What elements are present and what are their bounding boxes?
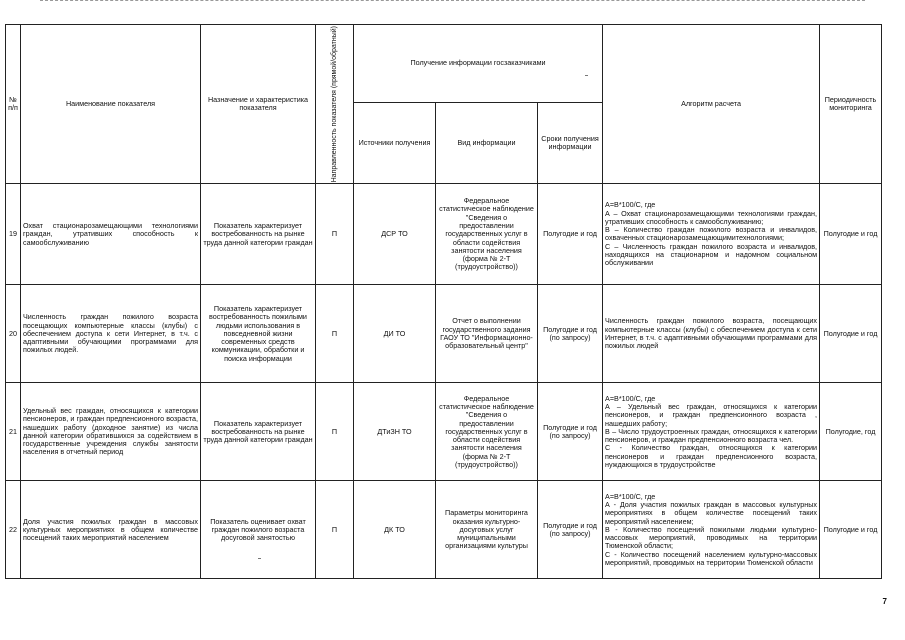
row-direction: П <box>316 184 354 285</box>
row-algorithm: А=В*100/С, где А – Удельный вес граждан, относящихся к категории пенсионеров, и граждан предпенсионного возраста , нашедших работу; В – Число трудоустроенных граждан, относящихся к категории пенсионеров, и граждан предпенсионного возраста чел. С - Количество граждан, относящихся к категории пенсионеров и граждан предпенсионного возраста, нуждающихся в трудоустройстве <box>603 383 820 481</box>
header-terms: Сроки получения информации <box>538 102 603 184</box>
row-source: ДСР ТО <box>354 184 436 285</box>
row-terms: Полугодие и год (по запросу) <box>538 285 603 383</box>
row-direction: П <box>316 481 354 579</box>
table-row <box>6 184 882 285</box>
row-source: ДИ ТО <box>354 285 436 383</box>
row-purpose: Показатель характеризует востребованность пожилыми людьми использования в повседневной жизни современных средств коммуникации, обработки и поиска информации <box>201 285 316 383</box>
row-direction: П <box>316 285 354 383</box>
page-number: 7 <box>882 597 887 606</box>
header-row-top <box>6 25 882 103</box>
table-row <box>6 383 882 481</box>
top-edge-rule <box>40 0 865 5</box>
row-algorithm: А=В*100/С, где А – Охват стационарозамещающими технологиями граждан, утративших способность к самообслуживанию; В – Количество граждан пожилого возраста и инвалидов, охваченных стационарозамещающимитехнологиями; С – Численность граждан пожилого возраста и инвалидов, находящихся на стационарном и надомном социальном обслуживании <box>603 184 820 285</box>
monitoring-indicators-table <box>5 24 882 579</box>
header-period: Периодичность мониторинга <box>820 25 882 184</box>
row-period: Полугодие и год <box>820 184 882 285</box>
header-name: Наименование показателя <box>21 25 201 184</box>
header-sources: Источники получения <box>354 102 436 184</box>
row-num: 22 <box>6 481 21 579</box>
row-source: ДК ТО <box>354 481 436 579</box>
header-direction <box>316 25 354 184</box>
header-direction-text: Направленность показателя (прямой/обратный) <box>330 26 338 183</box>
row-purpose: Показатель характеризует востребованность на рынке труда данной категории граждан <box>201 383 316 481</box>
row-purpose: Показатель оценивает охват граждан пожилого возраста досуговой занятостью <box>201 481 316 579</box>
table-row <box>6 285 882 383</box>
row-num: 19 <box>6 184 21 285</box>
row-num: 20 <box>6 285 21 383</box>
row-name: Численность граждан пожилого возраста посещающих компьютерные классы (клубы) с обеспечением доступа к сети Интернет, в т.ч. с адаптивными обучающими программами для пожилых людей. <box>21 285 201 383</box>
row-info-type: Параметры мониторинга оказания культурно-досуговых услуг муниципальными организациями культуры <box>436 481 538 579</box>
row-direction: П <box>316 383 354 481</box>
row-name: Доля участия пожилых граждан в массовых культурных мероприятиях в общем количестве посещений таких мероприятий населением <box>21 481 201 579</box>
scan-speck <box>258 558 261 559</box>
row-name: Охват стационарозамещающими технологиями граждан, утративших способность к самообслуживанию <box>21 184 201 285</box>
row-period: Полугодие и год <box>820 481 882 579</box>
row-source: ДТиЗН ТО <box>354 383 436 481</box>
row-info-type: Федеральное статистическое наблюдение "Сведения о предоставлении государственных услуг в области содействия занятости населения (форма № 2-Т (трудоустройство)) <box>436 383 538 481</box>
header-algorithm: Алгоритм расчета <box>603 25 820 184</box>
row-terms: Полугодие и год (по запросу) <box>538 481 603 579</box>
header-purpose: Назначение и характеристика показателя <box>201 25 316 184</box>
row-period: Полугодие и год <box>820 285 882 383</box>
row-num: 21 <box>6 383 21 481</box>
row-algorithm: А=В*100/С, где А - Доля участия пожилых граждан в массовых культурных мероприятиях в общем количестве посещений таких мероприятий населением; В - Количество посещений пожилыми людьми культурно-массовых мероприятий, проводимых на территории Тюменской области; С - Количество посещений населением культурно-массовых мероприятий, проводимых на территории Тюменской области <box>603 481 820 579</box>
row-purpose: Показатель характеризует востребованность на рынке труда данной категории граждан <box>201 184 316 285</box>
row-algorithm: Численность граждан пожилого возраста, посещающих компьютерные классы (клубы) с обеспечением доступа к сети Интернет, в т.ч. с адаптивными обучающими программами для пожилых людей <box>603 285 820 383</box>
scan-speck <box>585 75 588 76</box>
row-info-type: Отчет о выполнении государственного задания ГАОУ ТО "Информационно-образовательный центр" <box>436 285 538 383</box>
row-terms: Полугодие и год (по запросу) <box>538 383 603 481</box>
header-info-group: Получение информации госзаказчиками <box>354 25 603 103</box>
row-terms: Полугодие и год <box>538 184 603 285</box>
row-period: Полугодие, год <box>820 383 882 481</box>
row-name: Удельный вес граждан, относящихся к категории пенсионеров, и граждан предпенсионного возраста, нашедших работу (доходное занятие) из числа данной категории обратившихся за содействием в государственные учреждения службы занятости населения в отчетный период <box>21 383 201 481</box>
row-info-type: Федеральное статистическое наблюдение "Сведения о предоставлении государственных услуг в области содействия занятости населения (форма № 2-Т (трудоустройство)) <box>436 184 538 285</box>
header-num: № п/п <box>6 25 21 184</box>
table-row <box>6 481 882 579</box>
header-info-type: Вид информации <box>436 102 538 184</box>
